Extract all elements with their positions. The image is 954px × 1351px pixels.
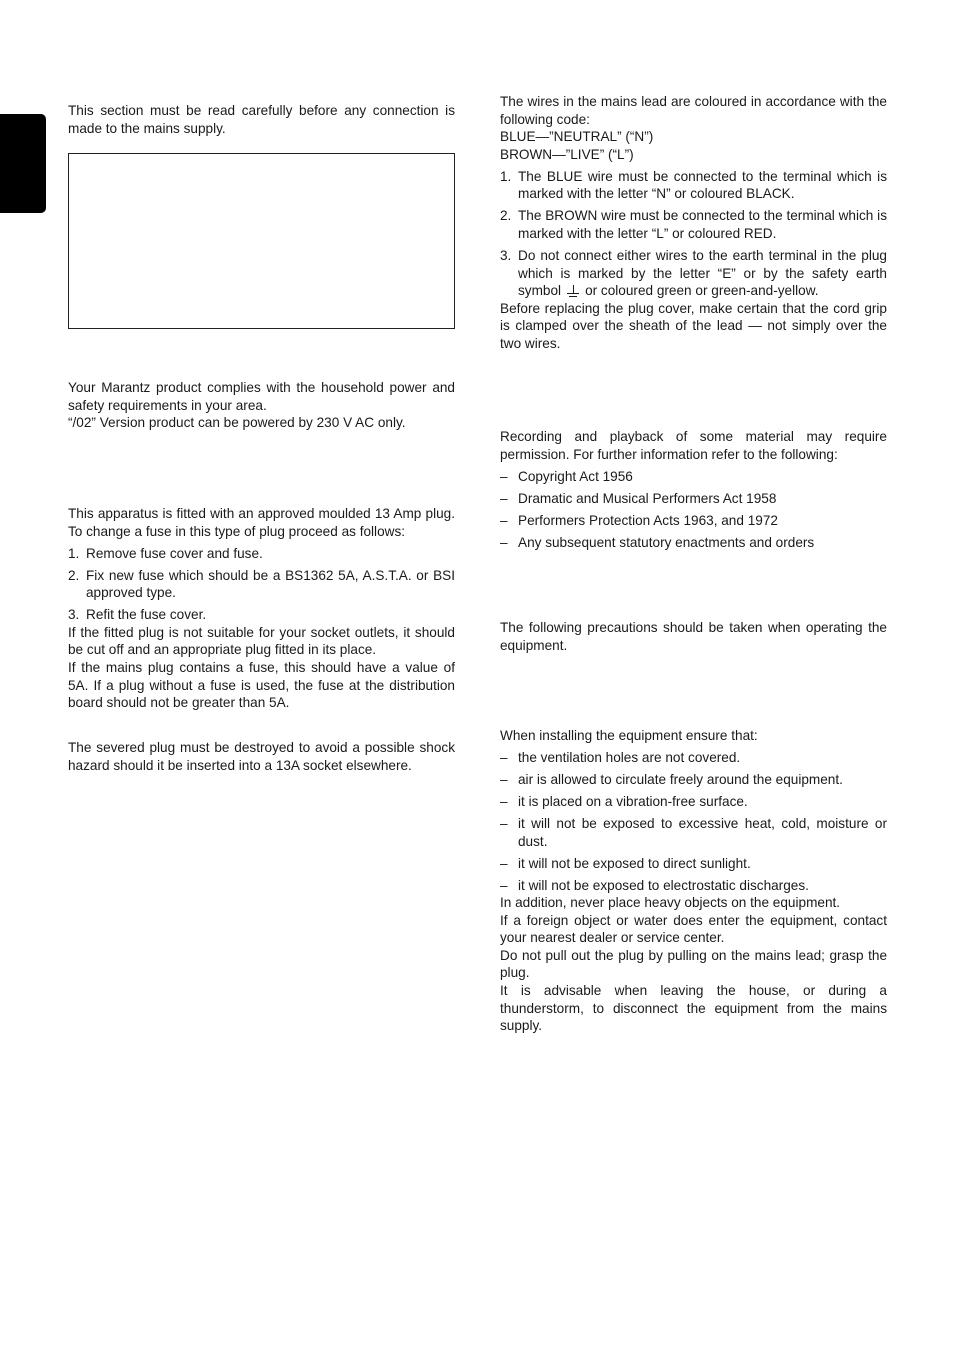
install-block (500, 727, 887, 1035)
warning-box (68, 153, 455, 329)
compliance-text-1: Your Marantz product complies with the household power and safety requirements in your area. (68, 380, 455, 413)
list-item: – it will not be exposed to excessive heat, cold, moisture or dust. (500, 815, 887, 849)
list-item: – air is allowed to circulate freely around the equipment. (500, 771, 843, 787)
severed-plug-text: The severed plug must be destroyed to avoid a possible shock hazard should it be inserted into a 13A socket elsewhere. (68, 740, 455, 773)
list-item: 3. Refit the fuse cover. (68, 607, 207, 623)
closing-text-3: Do not pull out the plug by pulling on the mains lead; grasp the plug. (500, 947, 887, 981)
list-item: – the ventilation holes are not covered. (500, 749, 741, 765)
list-item: 2. The BROWN wire must be connected to the terminal which is marked with the letter “L” or coloured RED. (500, 208, 887, 241)
list-item: – Any subsequent statutory enactments and orders (500, 534, 815, 550)
recording-block (500, 428, 887, 551)
recording-intro: Recording and playback of some material may require permission. For further information refer to the following: (500, 429, 887, 462)
closing-text-2: If a foreign object or water does enter the equipment, contact your nearest dealer or service center. (500, 912, 887, 946)
list-item: – it is placed on a vibration-free surface. (500, 793, 748, 809)
compliance-text-2: “/02” Version product can be powered by 230 V AC only. (68, 415, 406, 431)
fuse-steps (68, 545, 455, 624)
install-list (500, 749, 887, 894)
install-intro: When installing the equipment ensure that: (500, 728, 758, 743)
list-item: 3. Do not connect either wires to the earth terminal in the plug which is marked by the letter “E” or by the safety earth symbol or coloured green or green-and-yellow. (500, 247, 887, 299)
brown-code: BROWN—”LIVE” (“L”) (500, 146, 634, 162)
list-item: 1. The BLUE wire must be connected to the terminal which is marked with the letter “N” or coloured BLACK. (500, 168, 887, 202)
list-item: 1. Remove fuse cover and fuse. (68, 545, 263, 561)
intro-text: This section must be read carefully before any connection is made to the mains supply. (68, 103, 455, 136)
recording-list (500, 468, 887, 552)
fuse-after-2: If the mains plug contains a fuse, this should have a value of 5A. If a plug without a fuse is used, the fuse at the distribution board should not be greater than 5A. (68, 659, 455, 711)
wires-intro: The wires in the mains lead are coloured in accordance with the following code: (500, 94, 887, 127)
wires-block (500, 93, 887, 352)
fuse-after-1: If the fitted plug is not suitable for your socket outlets, it should be cut off and an appropriate plug fitted in its place. (68, 624, 455, 658)
fuse-block (68, 505, 455, 712)
closing-text-1: In addition, never place heavy objects on the equipment. (500, 895, 841, 911)
wire-steps (500, 168, 887, 300)
compliance-block (68, 379, 455, 432)
plug-cover-text: Before replacing the plug cover, make certain that the cord grip is clamped over the sheath of the lead — not simply over the two wires. (500, 300, 887, 351)
closing-text-4: It is advisable when leaving the house, or during a thunderstorm, to disconnect the equipment from the mains supply. (500, 983, 887, 1034)
language-tab (0, 114, 46, 213)
list-item: – it will not be exposed to direct sunlight. (500, 855, 751, 871)
fuse-intro: This apparatus is fitted with an approved moulded 13 Amp plug. To change a fuse in this type of plug proceed as follows: (68, 506, 455, 539)
list-item: – it will not be exposed to electrostatic discharges. (500, 877, 809, 893)
list-item: – Copyright Act 1956 (500, 468, 633, 484)
blue-code: BLUE—”NEUTRAL” (“N”) (500, 129, 654, 145)
earth-symbol-icon (567, 285, 579, 297)
list-item: – Performers Protection Acts 1963, and 1972 (500, 512, 778, 528)
list-item: – Dramatic and Musical Performers Act 1958 (500, 490, 777, 506)
precautions-text: The following precautions should be taken when operating the equipment. (500, 620, 887, 653)
list-item: 2. Fix new fuse which should be a BS1362 5A, A.S.T.A. or BSI approved type. (68, 567, 455, 601)
